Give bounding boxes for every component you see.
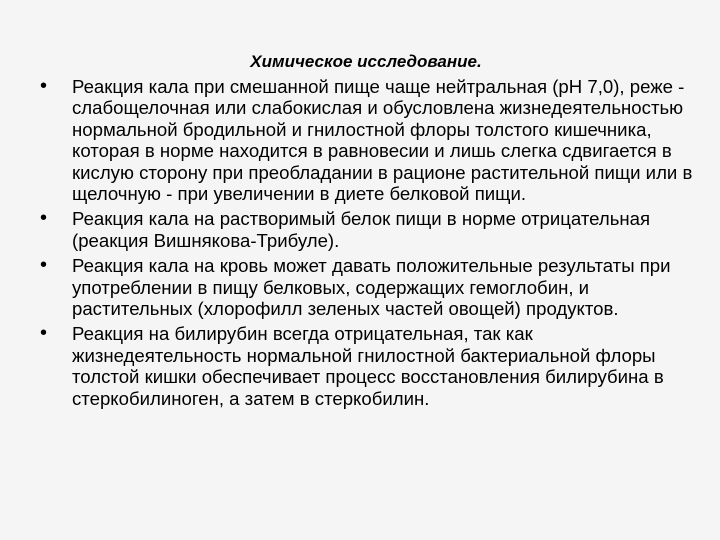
bullet-item — [38, 323, 702, 409]
bullet-text: Реакция на билирубин всегда отрицательная, так как жизнедеятельность нормальной гнилостной бактериальной флоры толстой кишки обеспечивает процесс восстановления билирубина в стеркобилиноген, а затем в стеркобилин. — [72, 323, 664, 409]
bullet-item — [38, 208, 702, 251]
bullet-icon: • — [40, 322, 48, 345]
bullet-item — [38, 76, 702, 204]
bullet-text: Реакция кала на кровь может давать положительные результаты при употреблении в пищу белковых, содержащих гемоглобин, и растительных (хлорофилл зеленых частей овощей) продуктов. — [72, 255, 671, 320]
bullet-icon: • — [40, 254, 48, 277]
bullet-text: Реакция кала на растворимый белок пищи в норме отрицательная (реакция Вишнякова-Трибуле). — [72, 208, 651, 251]
bullet-icon: • — [40, 75, 48, 97]
bullet-item — [38, 255, 702, 319]
slide-title-text: Химическое исследование. — [250, 52, 482, 71]
slide-title — [0, 52, 720, 72]
bullet-list — [38, 76, 702, 413]
bullet-icon: • — [40, 207, 48, 230]
bullet-text: Реакция кала при смешанной пище чаще нейтральная (рН 7,0), реже - слабощелочная или слабокислая и обусловлена жизнедеятельностью нормальной бродильной и гнилостной флоры толстого кишечника, которая в норме находится в равновесии и лишь слегка сдвигается в кислую сторону при преобладании в рационе растительной пищи или в щелочную - при увеличении в диете белковой пищи. — [72, 76, 693, 205]
